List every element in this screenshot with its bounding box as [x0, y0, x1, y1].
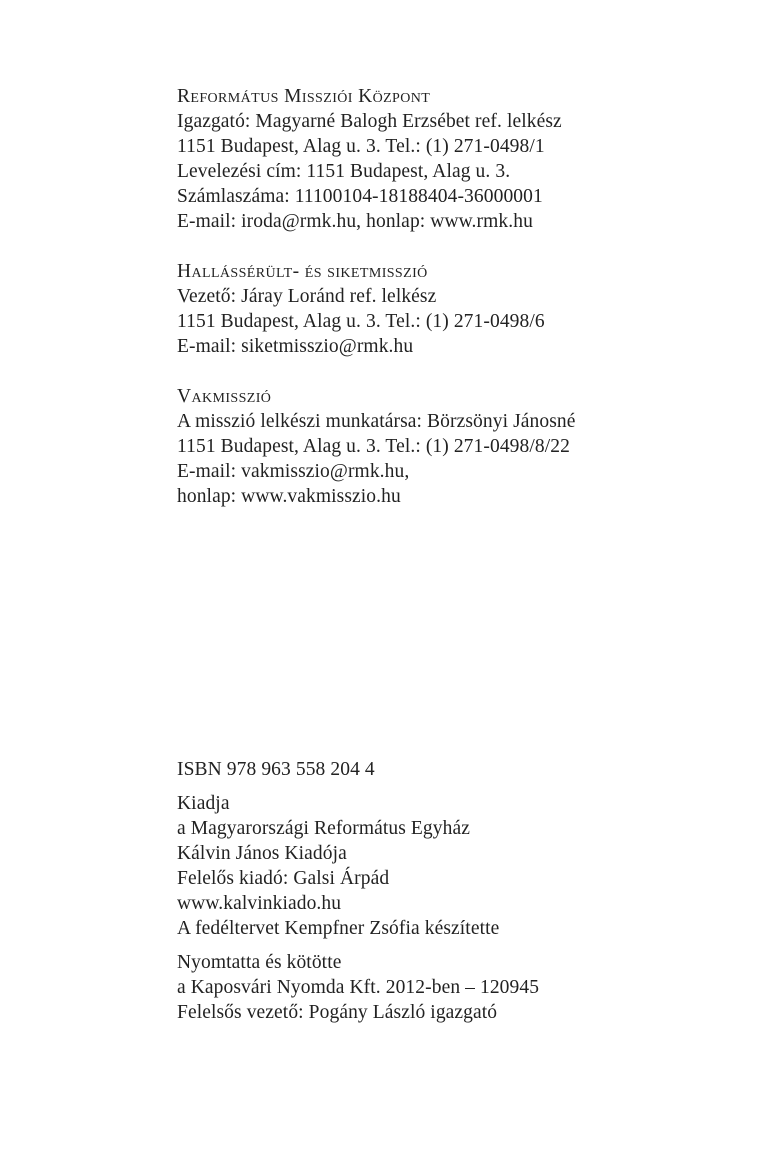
- section-gap: [177, 234, 737, 259]
- section-mission-center: [177, 84, 737, 234]
- info-line: 1151 Budapest, Alag u. 3. Tel.: (1) 271-0498/8/22: [177, 436, 570, 457]
- publisher-line: A fedéltervet Kempfner Zsófia készítette: [177, 918, 500, 939]
- section-heading: Református Missziói Központ: [177, 86, 431, 107]
- isbn-line: ISBN 978 963 558 204 4: [177, 759, 375, 780]
- section-gap: [177, 359, 737, 384]
- colophon-gap: [177, 941, 737, 950]
- section-deaf-mission: [177, 259, 737, 359]
- publisher-block: [177, 791, 737, 941]
- info-line: Számlaszáma: 11100104-18188404-36000001: [177, 186, 543, 207]
- colophon: [177, 757, 737, 1025]
- printer-line: Nyomtatta és kötötte: [177, 952, 342, 973]
- publisher-line: Felelős kiadó: Galsi Árpád: [177, 868, 390, 889]
- printer-line: a Kaposvári Nyomda Kft. 2012-ben – 120945: [177, 977, 540, 998]
- printer-line: Felelsős vezető: Pogány László igazgató: [177, 1002, 498, 1023]
- section-heading: Vakmisszió: [177, 386, 272, 407]
- section-blind-mission: [177, 384, 737, 509]
- info-line: E-mail: vakmisszio@rmk.hu,: [177, 461, 410, 482]
- info-line: E-mail: siketmisszio@rmk.hu: [177, 336, 414, 357]
- publisher-line: Kálvin János Kiadója: [177, 843, 347, 864]
- info-line: A misszió lelkészi munkatársa: Börzsönyi Jánosné: [177, 411, 576, 432]
- document-page: [177, 84, 737, 1025]
- publisher-line: Kiadja: [177, 793, 230, 814]
- info-line: 1151 Budapest, Alag u. 3. Tel.: (1) 271-0498/1: [177, 136, 545, 157]
- publisher-line: a Magyarországi Református Egyház: [177, 818, 470, 839]
- info-line: Vezető: Járay Loránd ref. lelkész: [177, 286, 437, 307]
- info-line: 1151 Budapest, Alag u. 3. Tel.: (1) 271-0498/6: [177, 311, 545, 332]
- section-heading: Hallássérült- és siketmisszió: [177, 261, 428, 282]
- printer-block: [177, 950, 737, 1025]
- colophon-gap: [177, 782, 737, 791]
- info-line: Levelezési cím: 1151 Budapest, Alag u. 3.: [177, 161, 511, 182]
- info-line: Igazgató: Magyarné Balogh Erzsébet ref. lelkész: [177, 111, 562, 132]
- info-line: E-mail: iroda@rmk.hu, honlap: www.rmk.hu: [177, 211, 533, 232]
- publisher-line: www.kalvinkiado.hu: [177, 893, 342, 914]
- page-spacer: [177, 509, 737, 757]
- info-line: honlap: www.vakmisszio.hu: [177, 486, 401, 507]
